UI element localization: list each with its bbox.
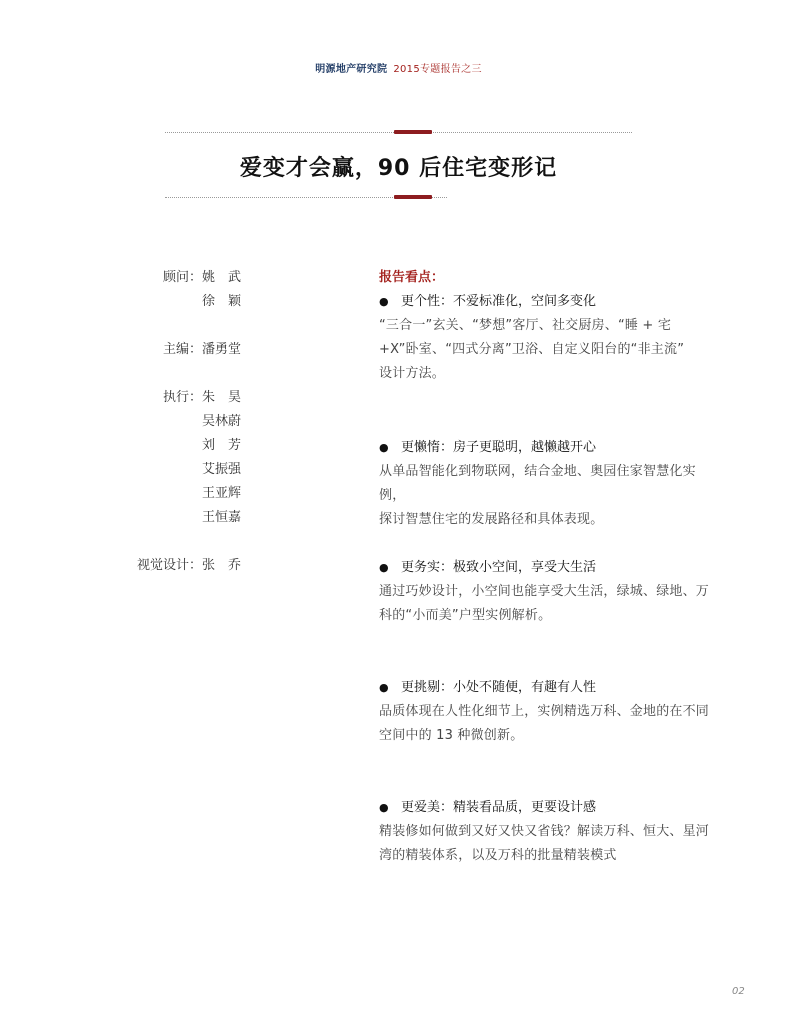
- item-body-line: 科的“小而美”户型实例解析。: [379, 608, 552, 623]
- credit-group-editor: [100, 338, 242, 362]
- item-body-line: 探讨智慧住宅的发展路径和具体表现。: [379, 512, 604, 527]
- credit-name: 艾振强: [202, 462, 242, 477]
- credit-line: [100, 434, 242, 458]
- credit-line: [100, 482, 242, 506]
- report-heading: 报告看点：: [379, 270, 445, 285]
- item-title-text: 更务实：极致小空间，享受大生活: [401, 560, 597, 575]
- credit-line: [100, 554, 242, 578]
- credit-name: 潘勇堂: [202, 342, 242, 357]
- credit-line: [100, 266, 242, 290]
- item-body-line: 空间中的 13 种微创新。: [379, 728, 524, 743]
- bullet-icon: ●: [379, 561, 389, 574]
- page-number: 02: [732, 986, 745, 997]
- credit-line: [100, 458, 242, 482]
- item-title: [379, 436, 719, 460]
- credit-name: 王恒嘉: [202, 510, 242, 525]
- credit-name: 张 乔: [202, 558, 242, 573]
- report-highlights: [379, 266, 719, 863]
- item-title-text: 更挑剔：小处不随便，有趣有人性: [401, 680, 597, 695]
- credit-role: 主编：: [162, 342, 202, 357]
- bullet-icon: ●: [379, 441, 389, 454]
- item-body-line: 精装修如何做到又好又快又省钱？解读万科、恒大、星河: [379, 824, 710, 839]
- credit-name: 吴林蔚: [202, 414, 242, 429]
- credit-name: 王亚辉: [202, 486, 242, 501]
- credit-name: 姚 武: [202, 270, 242, 285]
- credit-name: 刘 芳: [202, 438, 242, 453]
- credit-role: 视觉设计：: [136, 558, 202, 573]
- item-title-text: 更懒惰：房子更聪明，越懒越开心: [401, 440, 597, 455]
- item-body-line: 湾的精装体系，以及万科的批量精装模式: [379, 848, 617, 863]
- credits-column: [100, 266, 242, 578]
- item-body-line: 品质体现在人性化细节上，实例精选万科、金地的在不同: [379, 704, 710, 719]
- item-body-line: 通过巧妙设计，小空间也能享受大生活，绿城、绿地、万: [379, 584, 710, 599]
- report-item-lazy: [379, 436, 719, 532]
- item-title: [379, 796, 719, 820]
- credit-line: [100, 290, 242, 314]
- credit-name: 徐 颖: [202, 294, 242, 309]
- report-item-beauty: [379, 796, 719, 868]
- credit-role: 执行：: [162, 390, 202, 405]
- credit-group-visual-design: [100, 554, 242, 578]
- top-red-accent-bar: [394, 130, 432, 134]
- report-item-practical: [379, 556, 719, 628]
- credit-name: 朱 昊: [202, 390, 242, 405]
- item-body-line: 设计方法。: [379, 366, 446, 381]
- credit-line: [100, 386, 242, 410]
- bullet-icon: ●: [379, 681, 389, 694]
- bullet-icon: ●: [379, 801, 389, 814]
- item-body-line: +X”卧室、“四式分离”卫浴、自定义阳台的“非主流”: [379, 342, 685, 357]
- report-item-picky: [379, 676, 719, 748]
- item-title-text: 更爱美：精装看品质，更要设计感: [401, 800, 597, 815]
- item-body-line: “三合一”玄关、“梦想”客厅、社交厨房、“睡 + 宅: [379, 318, 672, 333]
- page-header: [0, 60, 797, 75]
- credit-group-advisor: [100, 266, 242, 314]
- page-title: 爱变才会赢，90 后住宅变形记: [239, 156, 558, 181]
- item-title: [379, 556, 719, 580]
- item-title: [379, 290, 719, 314]
- credit-group-execution: [100, 386, 242, 530]
- credit-line: [100, 410, 242, 434]
- credit-role: 顾问：: [162, 270, 202, 285]
- bottom-red-accent-bar: [394, 195, 432, 199]
- credit-line: [100, 338, 242, 362]
- item-body-line: 从单品智能化到物联网，结合金地、奥园住家智慧化实例，: [379, 464, 696, 503]
- header-org: 明源地产研究院: [315, 64, 388, 75]
- item-title-text: 更个性：不爱标准化，空间多变化: [401, 294, 597, 309]
- report-item-personality: [379, 290, 719, 386]
- bullet-icon: ●: [379, 295, 389, 308]
- header-series: 2015专题报告之三: [393, 64, 482, 75]
- item-title: [379, 676, 719, 700]
- credit-line: [100, 506, 242, 530]
